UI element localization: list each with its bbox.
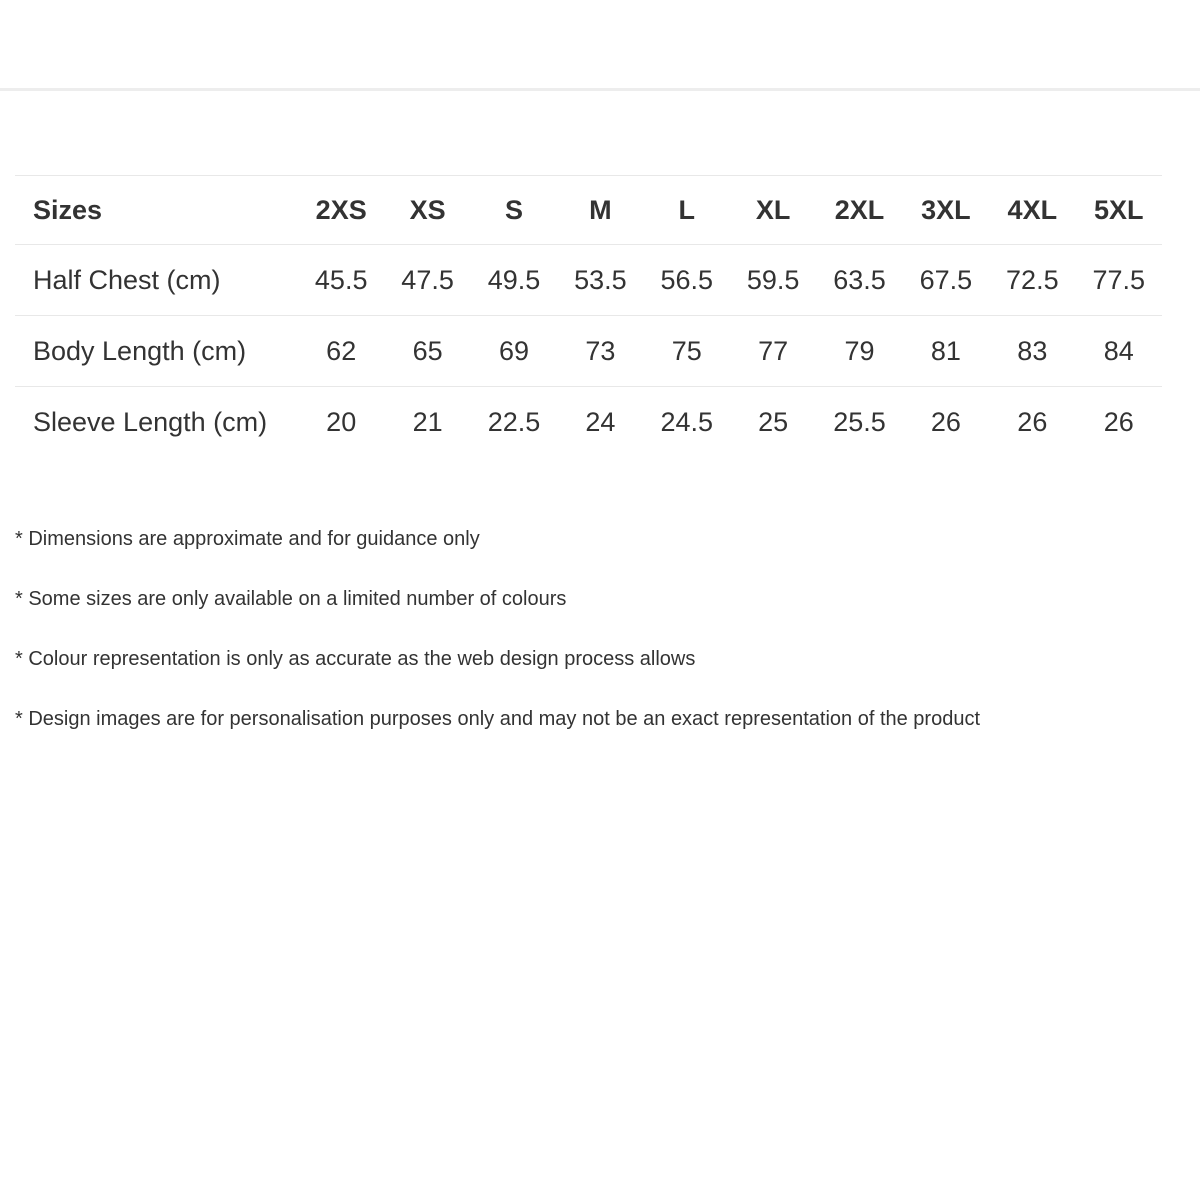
size-chart-value-cell: 53.5	[557, 245, 643, 316]
size-column-header: 2XL	[816, 176, 902, 245]
size-column-header: XL	[730, 176, 816, 245]
size-chart-value-cell: 26	[903, 387, 989, 458]
size-chart-value-cell: 67.5	[903, 245, 989, 316]
size-chart-value-cell: 45.5	[298, 245, 384, 316]
size-chart-value-cell: 77	[730, 316, 816, 387]
size-chart-value-cell: 47.5	[384, 245, 470, 316]
size-chart-value-cell: 65	[384, 316, 470, 387]
size-chart-row	[15, 316, 1162, 387]
size-chart-header-row	[15, 176, 1162, 245]
size-chart-value-cell: 77.5	[1076, 245, 1162, 316]
size-column-header: 3XL	[903, 176, 989, 245]
footnote: * Dimensions are approximate and for guidance only	[15, 528, 480, 550]
size-chart-value-cell: 83	[989, 316, 1075, 387]
size-chart-value-cell: 73	[557, 316, 643, 387]
size-chart-value-cell: 21	[384, 387, 470, 458]
footnotes	[15, 527, 1185, 767]
size-chart-value-cell: 84	[1076, 316, 1162, 387]
size-chart-value-cell: 26	[1076, 387, 1162, 458]
footnote: * Design images are for personalisation purposes only and may not be an exact representation of the product	[15, 708, 981, 730]
size-chart-value-cell: 49.5	[471, 245, 557, 316]
size-chart-value-cell: 59.5	[730, 245, 816, 316]
size-chart-value-cell: 20	[298, 387, 384, 458]
size-chart-row-label: Body Length (cm)	[15, 316, 298, 387]
size-chart-value-cell: 62	[298, 316, 384, 387]
size-chart-value-cell: 26	[989, 387, 1075, 458]
size-chart-value-cell: 75	[644, 316, 730, 387]
size-chart-row	[15, 387, 1162, 458]
size-chart-value-cell: 81	[903, 316, 989, 387]
size-column-header: XS	[384, 176, 470, 245]
size-chart-table	[15, 175, 1162, 457]
size-chart-value-cell: 22.5	[471, 387, 557, 458]
size-chart-value-cell: 69	[471, 316, 557, 387]
footnote: * Some sizes are only available on a limited number of colours	[15, 588, 567, 610]
size-column-header: 5XL	[1076, 176, 1162, 245]
size-column-header: 4XL	[989, 176, 1075, 245]
size-chart-value-cell: 79	[816, 316, 902, 387]
size-chart-body	[15, 245, 1162, 458]
size-chart-value-cell: 63.5	[816, 245, 902, 316]
size-chart-value-cell: 25	[730, 387, 816, 458]
size-chart-value-cell: 56.5	[644, 245, 730, 316]
size-chart-row	[15, 245, 1162, 316]
size-chart-row-label: Sleeve Length (cm)	[15, 387, 298, 458]
size-column-header: 2XS	[298, 176, 384, 245]
size-chart-value-cell: 24.5	[644, 387, 730, 458]
size-column-header: M	[557, 176, 643, 245]
size-chart-row-label: Half Chest (cm)	[15, 245, 298, 316]
section-divider	[0, 88, 1200, 91]
size-chart-value-cell: 72.5	[989, 245, 1075, 316]
size-column-header: S	[471, 176, 557, 245]
size-chart-corner-header: Sizes	[15, 176, 298, 245]
footnote: * Colour representation is only as accurate as the web design process allows	[15, 648, 696, 670]
size-column-header: L	[644, 176, 730, 245]
size-chart-value-cell: 25.5	[816, 387, 902, 458]
size-chart-value-cell: 24	[557, 387, 643, 458]
